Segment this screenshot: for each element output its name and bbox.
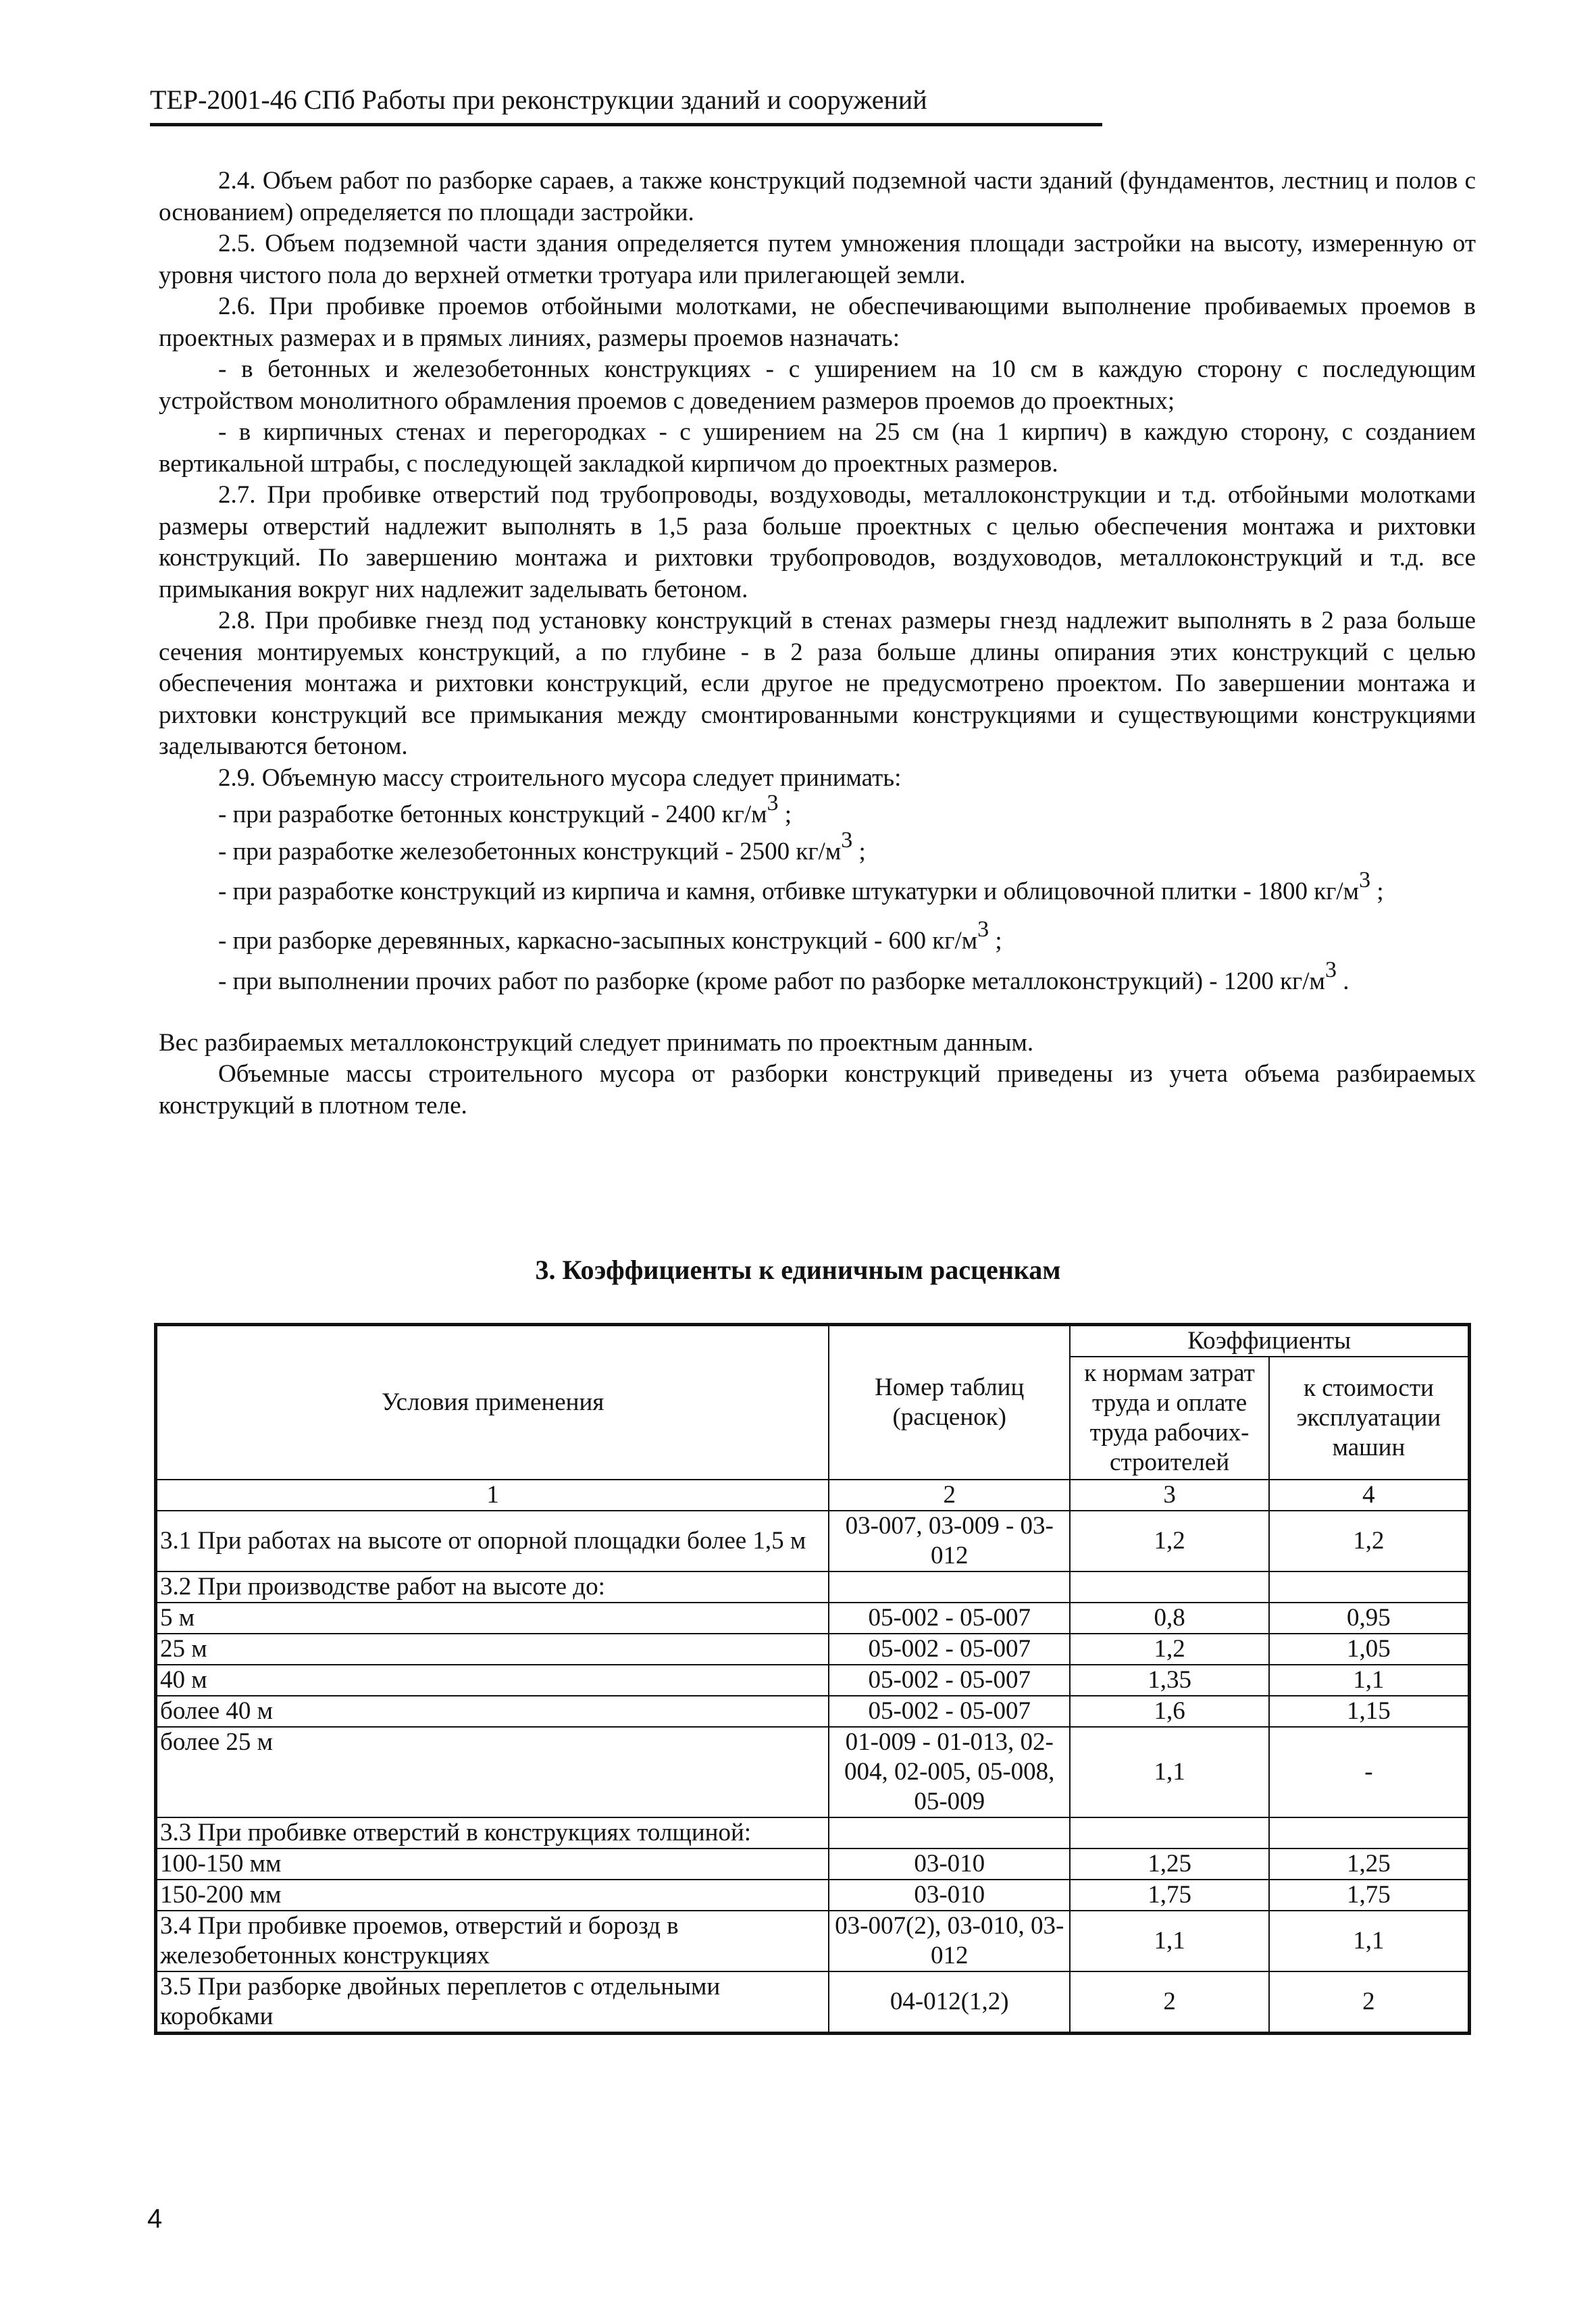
mass-end: ; xyxy=(1370,878,1384,905)
cell-coef-labor: 1,25 xyxy=(1070,1848,1269,1880)
metal-weight-note: Вес разбираемых металлоконструкций следует принимать по проектным данным. xyxy=(159,1028,1034,1057)
column-number: 1 xyxy=(156,1480,829,1511)
table-row xyxy=(156,1634,1470,1665)
header-table-numbers: Номер таблиц (расценок) xyxy=(829,1325,1070,1480)
cell-coef-labor: 1,1 xyxy=(1070,1911,1269,1971)
table-row xyxy=(156,1603,1470,1634)
paragraph-2-4: 2.4. Объем работ по разборке сараев, а также конструкций подземной части зданий (фундаментов, лестниц и полов с основанием) определяется по площади застройки. xyxy=(159,167,1476,226)
superscript: 3 xyxy=(977,917,989,942)
cell-coef-labor xyxy=(1070,1817,1269,1848)
cell-coef-machines: 1,15 xyxy=(1269,1696,1470,1727)
cell-condition: 3.3 При пробивке отверстий в конструкциях толщиной: xyxy=(156,1817,829,1848)
cell-coef-machines: 1,1 xyxy=(1269,1911,1470,1971)
cell-table-number: 01-009 - 01-013, 02-004, 02-005, 05-008, 05-009 xyxy=(829,1727,1070,1817)
paragraph-2-5: 2.5. Объем подземной части здания определяется путем умножения площади застройки на высоту, измеренную от уровня чистого пола до верхней отметки тротуара или прилегающей земли. xyxy=(159,230,1476,289)
cell-coef-machines: 0,95 xyxy=(1269,1603,1470,1634)
cell-condition: 25 м xyxy=(156,1634,829,1665)
table-row xyxy=(156,1911,1470,1971)
cell-coef-machines: - xyxy=(1269,1727,1470,1817)
mass-text: - при разработке конструкций из кирпича и камня, отбивке штукатурки и облицовочной плитки - 1800 кг/м xyxy=(218,878,1360,905)
paragraph-2-7: 2.7. При пробивке отверстий под трубопроводы, воздуховоды, металлоконструкции и т.д. отбойными молотками размеры отверстий надлежит выполнять в 1,5 раза больше проектных с целью обеспечения монтажа и рихтовки конструкций. По завершению монтажа и рихтовки трубопроводов, воздуховодов, металлоконструкций и т.д. все примыкания вокруг них надлежит заделывать бетоном. xyxy=(159,481,1476,603)
coefficients-table xyxy=(154,1323,1471,2035)
paragraph-2-6-item-concrete: - в бетонных и железобетонных конструкциях - с уширением на 10 см в каждую сторону с последующим устройством монолитного обрамления проемов с доведением размеров проемов до проектных; xyxy=(159,355,1476,415)
table-header-row xyxy=(156,1325,1470,1357)
cell-condition: более 40 м xyxy=(156,1696,829,1727)
cell-coef-machines: 1,25 xyxy=(1269,1848,1470,1880)
cell-coef-labor: 0,8 xyxy=(1070,1603,1269,1634)
table-row xyxy=(156,1848,1470,1880)
column-number: 4 xyxy=(1269,1480,1470,1511)
cell-table-number: 03-007, 03-009 - 03-012 xyxy=(829,1511,1070,1571)
cell-table-number: 03-007(2), 03-010, 03-012 xyxy=(829,1911,1070,1971)
cell-condition: 3.1 При работах на высоте от опорной площадки более 1,5 м xyxy=(156,1511,829,1571)
cell-condition: 3.5 При разборке двойных переплетов с отдельными коробками xyxy=(156,1971,829,2034)
cell-table-number: 04-012(1,2) xyxy=(829,1971,1070,2034)
cell-condition: 40 м xyxy=(156,1665,829,1696)
mass-end: ; xyxy=(989,927,1002,955)
cell-condition: 5 м xyxy=(156,1603,829,1634)
cell-table-number: 05-002 - 05-007 xyxy=(829,1665,1070,1696)
paragraph-2-6: 2.6. При пробивке проемов отбойными молотками, не обеспечивающими выполнение пробиваемых проемов в проектных размерах и в прямых линиях, размеры проемов назначать: xyxy=(159,293,1476,352)
paragraph-2-8: 2.8. При пробивке гнезд под установку конструкций в стенах размеры гнезд надлежит выполнять в 2 раза больше сечения монтируемых конструкций, а по глубине - в 2 раза больше длины опирания этих конструкций с целью обеспечения монтажа и рихтовки конструкций, если другое не предусмотрено проектом. По завершении монтажа и рихтовки конструкций все примыкания между смонтированными конструкциями и существующими конструкциями заделываются бетоном. xyxy=(159,607,1476,760)
section-title: 3. Коэффициенты к единичным расценкам xyxy=(535,1255,1061,1285)
table-row xyxy=(156,1727,1470,1817)
cell-condition: более 25 м xyxy=(156,1727,829,1817)
cell-coef-machines: 1,1 xyxy=(1269,1665,1470,1696)
header-machines: к стоимости эксплуатации машин xyxy=(1269,1357,1470,1480)
cell-table-number xyxy=(829,1817,1070,1848)
cell-coef-machines xyxy=(1269,1571,1470,1603)
table-row xyxy=(156,1817,1470,1848)
cell-condition: 3.2 При производстве работ на высоте до: xyxy=(156,1571,829,1603)
superscript: 3 xyxy=(767,790,779,815)
cell-coef-labor: 1,2 xyxy=(1070,1511,1269,1571)
column-number: 2 xyxy=(829,1480,1070,1511)
paragraph-2-6-item-brick: - в кирпичных стенах и перегородках - с уширением на 25 см (на 1 кирпич) в каждую сторону, с созданием вертикальной штрабы, с последующей закладкой кирпичом до проектных размеров. xyxy=(159,418,1476,478)
cell-coef-machines: 1,05 xyxy=(1269,1634,1470,1665)
body-text xyxy=(159,166,1476,1122)
table-row xyxy=(156,1971,1470,2034)
cell-table-number: 03-010 xyxy=(829,1880,1070,1911)
page-number: 4 xyxy=(147,2204,163,2234)
cell-condition: 3.4 При пробивке проемов, отверстий и борозд в железобетонных конструкциях xyxy=(156,1911,829,1971)
mass-end: ; xyxy=(778,801,792,828)
column-number: 3 xyxy=(1070,1480,1269,1511)
mass-text: - при выполнении прочих работ по разборке (кроме работ по разборке металлоконструкций) - 1200 кг/м xyxy=(218,967,1325,995)
cell-table-number: 05-002 - 05-007 xyxy=(829,1696,1070,1727)
superscript: 3 xyxy=(1324,957,1337,982)
cell-coef-labor: 1,2 xyxy=(1070,1634,1269,1665)
cell-condition: 150-200 мм xyxy=(156,1880,829,1911)
cell-coef-labor: 1,75 xyxy=(1070,1880,1269,1911)
cell-coef-machines: 2 xyxy=(1269,1971,1470,2034)
mass-end: ; xyxy=(852,837,866,865)
cell-coef-labor: 2 xyxy=(1070,1971,1269,2034)
table-row xyxy=(156,1665,1470,1696)
mass-text: - при разработке бетонных конструкций - 2400 кг/м xyxy=(218,801,767,828)
table-row xyxy=(156,1511,1470,1571)
mass-item-concrete xyxy=(159,790,1476,831)
mass-item-reinforced xyxy=(159,827,1476,868)
page-header: ТЕР-2001-46 СПб Работы при реконструкции зданий и сооружений xyxy=(150,80,1102,126)
cell-table-number xyxy=(829,1571,1070,1603)
mass-item-other xyxy=(159,957,1476,1001)
cell-table-number: 03-010 xyxy=(829,1848,1070,1880)
mass-item-brick xyxy=(159,867,1476,911)
cell-table-number: 05-002 - 05-007 xyxy=(829,1603,1070,1634)
paragraph-2-9: 2.9. Объемную массу строительного мусора следует принимать: xyxy=(218,763,902,792)
superscript: 3 xyxy=(1359,867,1371,892)
cell-coef-labor: 1,1 xyxy=(1070,1727,1269,1817)
cell-condition: 100-150 мм xyxy=(156,1848,829,1880)
header-conditions: Условия применения xyxy=(156,1325,829,1480)
mass-item-wood xyxy=(159,917,1476,957)
mass-end: . xyxy=(1336,967,1349,995)
mass-text: - при разборке деревянных, каркасно-засыпных конструкций - 600 кг/м xyxy=(218,927,978,955)
header-labor: к нормам затрат труда и оплате труда рабочих-строителей xyxy=(1070,1357,1269,1480)
cell-coef-machines: 1,75 xyxy=(1269,1880,1470,1911)
column-number-row xyxy=(156,1480,1470,1511)
cell-table-number: 05-002 - 05-007 xyxy=(829,1634,1070,1665)
cell-coef-labor xyxy=(1070,1571,1269,1603)
cell-coef-machines xyxy=(1269,1817,1470,1848)
mass-text: - при разработке железобетонных конструкций - 2500 кг/м xyxy=(218,837,842,865)
superscript: 3 xyxy=(841,827,853,853)
table-row xyxy=(156,1571,1470,1603)
cell-coef-labor: 1,35 xyxy=(1070,1665,1269,1696)
header-coefficients: Коэффициенты xyxy=(1070,1325,1469,1357)
mass-note: Объемные массы строительного мусора от разборки конструкций приведены из учета объема разбираемых конструкций в плотном теле. xyxy=(159,1060,1476,1120)
table-row xyxy=(156,1696,1470,1727)
cell-coef-labor: 1,6 xyxy=(1070,1696,1269,1727)
table-row xyxy=(156,1880,1470,1911)
cell-coef-machines: 1,2 xyxy=(1269,1511,1470,1571)
